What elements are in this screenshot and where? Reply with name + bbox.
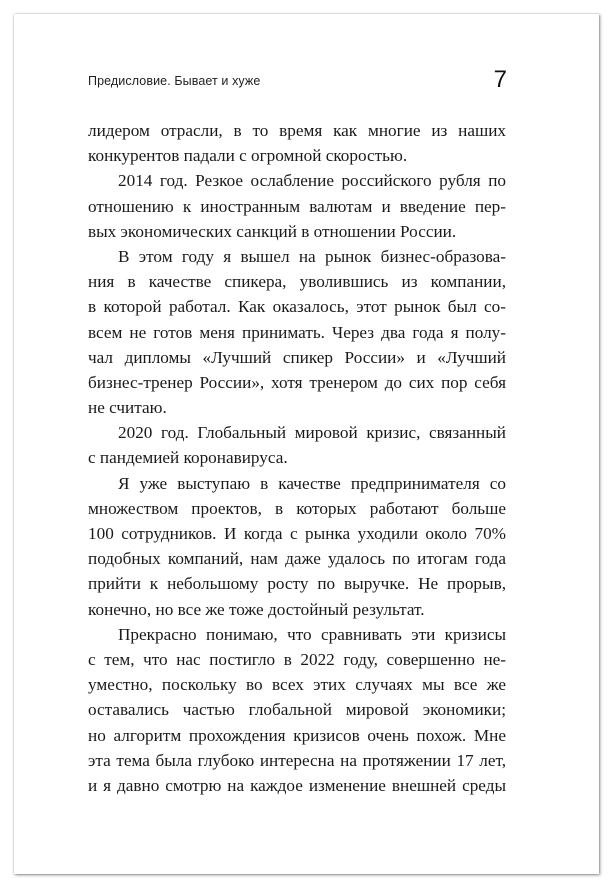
text-line: 100 сотрудников. И когда с рынка уходили около 70%	[88, 524, 506, 543]
running-header-title: Предисловие. Бывает и хуже	[88, 74, 261, 88]
text-line: всем не готов меня принимать. Через два года я полу-	[88, 322, 506, 342]
text-line: 2020 год. Глобальный мировой кризис, связанный	[118, 423, 506, 443]
text-line: не считаю.	[88, 398, 167, 418]
text-line: лидером отрасли, в то время как многие из наших	[88, 121, 506, 140]
text-line: вых экономических санкций в отношении России.	[88, 221, 457, 241]
text-line: Я уже выступаю в качестве предпринимателя со	[118, 473, 506, 493]
text-line: оставались частью глобальной мировой экономики;	[88, 700, 506, 720]
text-line: отношению к иностранным валютам и введение пер-	[88, 196, 506, 216]
text-line: подобных компаний, нам даже удалось по итогам года	[88, 549, 506, 569]
text-line: и я давно смотрю на каждое изменение внешней среды	[88, 775, 506, 795]
text-line: но алгоритм прохождения кризисов очень похож. Мне	[88, 725, 506, 745]
text-line: в которой работал. Как оказалось, этот рынок был со-	[88, 297, 506, 317]
text-line: ния в качестве спикера, уволившись из компании,	[88, 272, 506, 292]
page-number: 7	[493, 66, 507, 93]
text-line: уместно, поскольку во всех этих случаях мы все же	[88, 675, 506, 695]
text-line: В этом году я вышел на рынок бизнес-образова-	[118, 246, 506, 266]
text-line: чал дипломы «Лучший спикер России» и «Лучший	[88, 347, 506, 367]
text-line: бизнес-тренер России», хотя тренером до сих пор себя	[88, 372, 506, 392]
text-line: с пандемией коронавируса.	[88, 448, 288, 468]
text-line: множеством проектов, в которых работают больше	[88, 498, 506, 518]
body-text	[88, 118, 506, 798]
text-line: 2014 год. Резкое ослабление российского рубля по	[118, 171, 506, 191]
text-line: конкурентов падали с огромной скоростью.	[88, 146, 408, 166]
text-line: конечно, но все же тоже достойный результат.	[88, 599, 425, 619]
text-line: эта тема была глубоко интересна на протяжении 17 лет,	[88, 750, 506, 770]
text-line: Прекрасно понимаю, что сравнивать эти кризисы	[118, 624, 506, 644]
text-line: с тем, что нас постигло в 2022 году, совершенно не-	[88, 649, 506, 669]
text-line: прийти к небольшому росту по выручке. Не прорыв,	[88, 574, 506, 594]
